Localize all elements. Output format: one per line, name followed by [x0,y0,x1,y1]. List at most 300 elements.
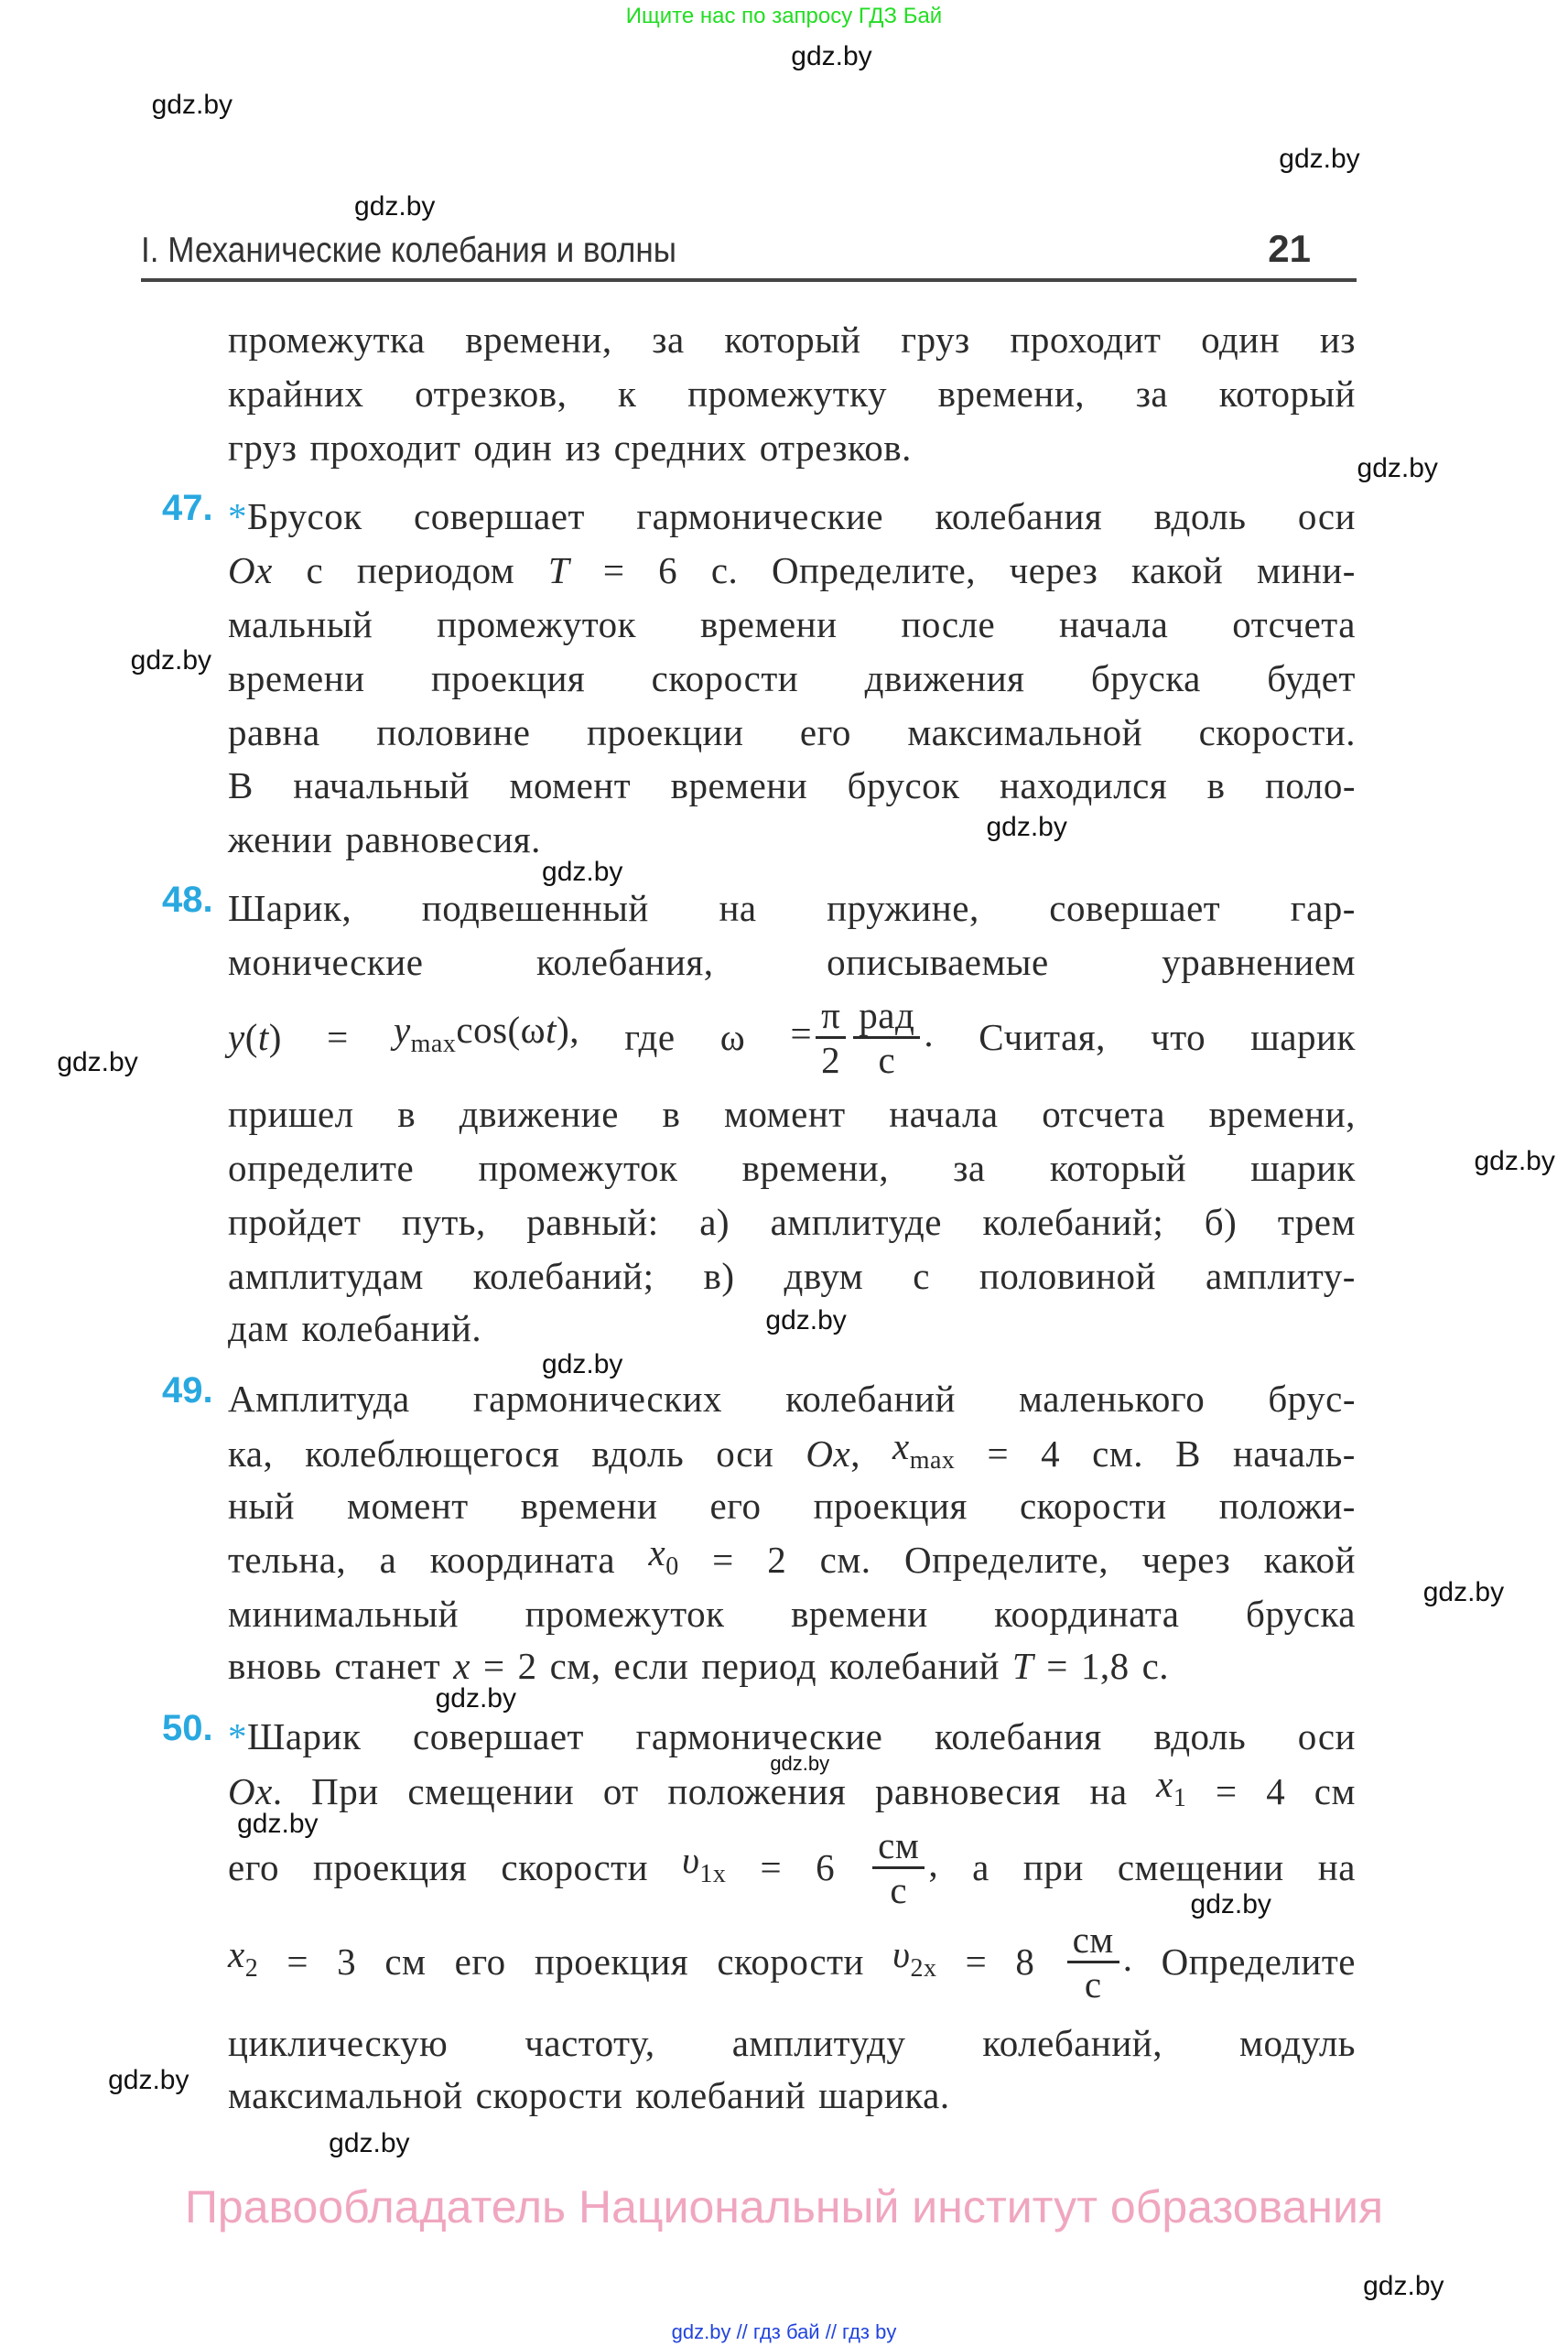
watermark-text: gdz.by [108,2065,189,2096]
star-marker: * [228,1715,247,1758]
fraction-denominator: 2 [821,1038,841,1081]
word: трем [1277,1200,1356,1243]
word: при [1022,1846,1084,1889]
word: частоту, [524,2022,655,2065]
watermark-text: gdz.by [770,1752,830,1775]
word: после [901,603,996,646]
word: циклическую [228,2022,449,2065]
word: находился [1000,763,1168,806]
watermark-text: gdz.by [986,811,1067,842]
word: совершает [414,495,585,538]
word: где [624,1016,676,1059]
word: времени [699,603,838,646]
word: половиной [979,1255,1156,1297]
word: равный: [526,1200,659,1243]
watermark-text: gdz.by [1422,1577,1505,1608]
word: маленького [1019,1378,1206,1421]
text-line [228,1195,1356,1249]
word: к [618,372,637,415]
word: какой [1263,1538,1356,1581]
word: за [1135,372,1169,415]
word: $\frac{см}{с}$ , [869,1824,938,1911]
math-variable: y [228,1016,245,1059]
word: = [602,549,625,592]
word: равновесия. [345,817,541,860]
word: y(t) [228,1016,282,1059]
word: что [1151,1016,1206,1059]
text-line [228,489,1356,544]
word: его [454,1941,506,1984]
footer-links[interactable]: gdz.by // гдз бай // гдз by [671,2320,897,2343]
text-line [228,1817,1356,1918]
word: гармонические [636,495,884,538]
text-line [228,1371,1356,1426]
watermark-text: gdz.by [1363,2270,1444,2301]
word: шарик [1250,1016,1356,1059]
math-variable: x [892,1424,910,1467]
word: проекция [430,657,586,700]
word: гармонических [472,1378,722,1421]
word: станет [334,1645,441,1688]
word: ка, [228,1432,274,1475]
word: = [760,1846,783,1889]
text-line [228,1586,1356,1641]
word: шарика. [818,2074,950,2117]
word: промежуток [437,603,637,646]
word: $y_{max}\cos(\omega t)$, [393,1009,579,1059]
word: в [662,1092,681,1135]
word: Определите [1161,1941,1356,1984]
word: промежуток [478,1146,678,1189]
text-line [228,420,1356,475]
word: а) [699,1200,730,1243]
word: амплитуде [770,1200,942,1243]
word: момент [347,1484,469,1527]
word: времени [670,763,808,806]
word: промежутку [687,372,887,415]
word: колебаний, [982,2022,1162,2065]
word: 1,8 [1080,1645,1130,1688]
word [648,1525,678,1595]
copyright-notice: Правообладатель Национальный институт образования [184,2181,1384,2232]
watermark-text: gdz.by [1357,452,1438,483]
word: колебаний. [301,1307,482,1350]
math-variable: t [257,1016,269,1059]
word [892,1927,936,1996]
math-variable: T [547,549,570,592]
word: поло- [1264,763,1356,806]
word [228,543,273,598]
word: с [306,549,324,592]
watermark-text: gdz.by [1279,143,1360,174]
word: его [799,711,851,754]
word: на [1317,1846,1356,1889]
word: минимальный [228,1593,460,1635]
word: дам [228,1307,289,1350]
word: начала [889,1092,999,1135]
word: его [709,1484,762,1527]
word: = [712,1538,734,1581]
word: крайних [228,372,364,415]
word: на [1089,1769,1128,1812]
word: на [719,887,757,930]
word: Определите, [771,549,976,592]
word: проходит [1010,318,1162,361]
math-variable: y [393,1009,411,1052]
word: движения [864,657,1025,700]
word: Шарик, [228,887,352,930]
word: путь, [401,1200,486,1243]
word: проекция [813,1484,968,1527]
word: с. [1141,1645,1170,1688]
subscript: 2x [910,1954,937,1984]
text-line [228,987,1356,1087]
watermark-text: gdz.by [435,1683,516,1714]
watermark-text: gdz.by [765,1305,847,1336]
word: = [1215,1769,1238,1812]
word: 4 [1041,1432,1061,1475]
watermark-text: gdz.by [354,191,436,222]
word: см [1314,1769,1356,1812]
word: совершает [1049,887,1221,930]
word: колебаний [785,1378,956,1421]
math-variable: t [546,1009,557,1052]
text-line [228,1911,1356,2012]
word: 6 [816,1846,836,1889]
text-line [228,366,1356,421]
word: отрезков. [759,426,912,469]
word: начальный [293,763,470,806]
word: брус- [1268,1378,1356,1421]
text-line [228,1426,1356,1481]
math-variable: x [228,1933,245,1976]
word [1012,1638,1033,1693]
word: скорости [651,657,799,700]
page-number: 21 [1268,227,1311,270]
fraction [872,1824,925,1911]
word: брусок [847,763,960,806]
top-banner-link[interactable]: Ищите нас по запросу ГДЗ Бай [625,4,943,28]
word: = [1046,1645,1068,1688]
word: = [482,1645,505,1688]
word: = [987,1432,1010,1475]
word: момент [724,1092,846,1135]
fraction [816,994,846,1081]
word: см. [1092,1432,1144,1475]
page-header [141,223,1357,282]
word: колебания [934,1715,1102,1758]
word: скорости. [1198,711,1356,754]
word: гармонические [635,1715,883,1758]
word: движение [459,1092,619,1135]
word: груз [228,426,297,469]
watermark-text: gdz.by [237,1808,319,1839]
fraction [1067,1919,1119,2005]
word: пришел [228,1092,354,1135]
word: 6 [658,549,678,592]
text-line [228,651,1356,706]
word: который [1218,372,1356,415]
word: который [724,318,861,361]
word: времени, [1208,1092,1356,1135]
word: времени, [741,1146,889,1189]
word: подвешенный [421,887,649,930]
word: монические [228,941,424,984]
word: будет [1267,657,1356,700]
word: за [953,1146,986,1189]
word: смещении [1117,1846,1284,1889]
text-line [228,812,1356,867]
word: момент [509,763,632,806]
problem-number-50: 50. [162,1708,213,1748]
subscript: 1x [699,1860,727,1889]
text-line [228,2016,1356,2070]
word: 4 [1266,1769,1286,1812]
word: см [384,1941,427,1984]
word: 2 [517,1645,537,1688]
math-variable: Ox [228,549,273,592]
word [1156,1757,1186,1826]
word: совершает [413,1715,584,1758]
watermark-text: gdz.by [329,2127,410,2158]
word: скорости [501,1846,649,1889]
word: за [652,318,685,361]
word: вдоль [591,1432,685,1475]
text-line [228,2068,1356,2123]
word: *Шарик [228,1715,362,1758]
word: периодом [356,549,515,592]
watermark-text: gdz.by [791,41,872,72]
fraction-denominator: с [878,1038,896,1081]
problem-number-48: 48. [162,880,213,920]
word: времени [520,1484,658,1527]
word: колеблющегося [305,1432,560,1475]
word: равновесия [875,1769,1061,1812]
word: из [565,426,601,469]
word: проекции [587,711,744,754]
word: времени [791,1593,928,1635]
math-variable: T [1011,1645,1034,1688]
word: времени [228,657,365,700]
watermark-text: gdz.by [130,644,212,676]
fraction [853,994,920,1081]
word: в [1206,763,1226,806]
word: мини- [1256,549,1356,592]
word: промежутка [228,318,426,361]
word: жении [228,817,333,860]
fraction-denominator: с [1084,1962,1102,2005]
word: положи- [1218,1484,1356,1527]
word: оси [1297,1715,1356,1758]
fraction-numerator: см [872,1824,925,1869]
word: проходит [309,426,461,469]
subscript: 1 [1173,1783,1187,1812]
word: максимальной [228,2074,463,2117]
word: гар- [1290,887,1356,930]
word: времени, [465,318,612,361]
word: промежуток [524,1593,725,1635]
text-line [228,881,1356,935]
fraction-denominator: с [890,1868,908,1911]
word: от [602,1769,639,1812]
subscript: max [410,1030,457,1059]
word: отсчета [1232,603,1356,646]
problem-number-47: 47. [162,488,213,528]
word: описываемые [827,941,1049,984]
word: с. [710,549,739,592]
word: оси [716,1432,774,1475]
star-marker: * [228,495,247,538]
word: который [1049,1146,1187,1189]
word: 2 [767,1538,787,1581]
word: 3 [337,1941,357,1984]
word: отрезков, [415,372,568,415]
word: колебаний; [472,1255,654,1297]
word: один [473,426,553,469]
word: а [972,1846,989,1889]
word: груз [901,318,970,361]
word: ω [719,1016,746,1059]
math-variable: Ox [228,1769,273,1812]
math-variable: x [1156,1762,1173,1805]
word: Амплитуда [228,1378,410,1421]
text-line [228,1249,1356,1303]
word: амплитудам [228,1255,424,1297]
text-line [228,1141,1356,1195]
word: средних [613,426,747,469]
word: Считая, [979,1016,1106,1059]
word: половине [376,711,531,754]
text-line [228,312,1356,367]
word: а [379,1538,397,1581]
word: период [701,1645,817,1688]
text-line [228,935,1356,989]
word: амплитуду [731,2022,906,2065]
math-variable: υ [892,1933,911,1976]
text-line [228,1638,1356,1693]
word: 8 [1015,1941,1035,1984]
word [228,1927,258,1996]
word: Ox, [806,1432,860,1475]
text-line [228,543,1356,598]
word [548,543,569,598]
watermark-text: gdz.by [1190,1889,1271,1920]
word: времени, [937,372,1086,415]
word: тельна, [228,1538,347,1581]
subscript: 2 [244,1954,259,1984]
word: с [913,1255,930,1297]
watermark-text: gdz.by [1474,1146,1555,1177]
word: оси [1297,495,1356,538]
word: пройдет [228,1200,362,1243]
chapter-title: I. Механические колебания и волны [141,231,677,270]
text-line [228,705,1356,760]
word: один [1201,318,1281,361]
word: вдоль [1153,1715,1247,1758]
word: бруска [1090,657,1201,700]
word: = $\frac{\pi}{2}$ $\frac{\text{рад}}{с}$ . [790,993,935,1081]
word: вдоль [1153,495,1247,538]
math-variable: Ox [806,1432,851,1475]
word: отсчета [1042,1092,1165,1135]
word: Ox. [228,1769,283,1812]
word: координата [994,1593,1180,1635]
watermark-text: gdz.by [57,1047,138,1078]
word: Определите, [903,1538,1109,1581]
word: см. [819,1538,871,1581]
fraction-numerator: π [816,994,846,1039]
text-line [228,758,1356,813]
word: если [613,1645,689,1688]
word: колебания [935,495,1103,538]
word: уравнением [1162,941,1356,984]
problem-number-49: 49. [162,1370,213,1411]
word: смещении [407,1769,575,1812]
word: = [327,1016,349,1059]
subscript: max [909,1445,956,1475]
watermark-text: gdz.by [542,1348,623,1379]
word: началь- [1232,1432,1356,1475]
text-line [228,1532,1356,1587]
word: колебания, [536,941,714,984]
word: какой [1131,549,1224,592]
word: *Брусок [228,495,362,538]
word: максимальной [907,711,1143,754]
word: через [1141,1538,1231,1581]
text-line [228,597,1356,652]
word: через [1009,549,1098,592]
word: вновь [228,1645,322,1688]
word: колебаний [829,1645,1000,1688]
word: в [397,1092,416,1135]
fraction-numerator: см [1067,1919,1119,1963]
word: двум [784,1255,864,1297]
word: колебаний [635,2074,806,2117]
word: = [965,1941,988,1984]
word: мальный [228,603,373,646]
word: определите [228,1146,415,1189]
fraction-numerator: рад [853,994,920,1039]
watermark-text: gdz.by [542,856,623,887]
word: равна [228,711,320,754]
word: пружине, [827,887,979,930]
word: скорости [475,2074,623,2117]
text-line [228,1478,1356,1533]
word: шарик [1250,1146,1356,1189]
word: проекция [313,1846,468,1889]
word: б) [1204,1200,1238,1243]
word: При [311,1769,379,1812]
word: см, [549,1645,601,1688]
word: из [1319,318,1356,361]
word: ный [228,1484,295,1527]
word: скорости [717,1941,864,1984]
word: его [228,1846,279,1889]
math-variable: x [453,1645,470,1688]
watermark-text: gdz.by [151,89,233,120]
word [682,1832,726,1902]
math-variable: x [648,1530,666,1573]
word: колебаний; [982,1200,1164,1243]
word: проекция [534,1941,689,1984]
word: = [287,1941,308,1984]
word: скорости [1019,1484,1167,1527]
word: В [228,763,254,806]
word: В [1175,1432,1201,1475]
math-variable: υ [682,1839,700,1882]
word: модуль [1239,2022,1356,2065]
word: $\frac{см}{с}$ . [1064,1919,1133,2005]
